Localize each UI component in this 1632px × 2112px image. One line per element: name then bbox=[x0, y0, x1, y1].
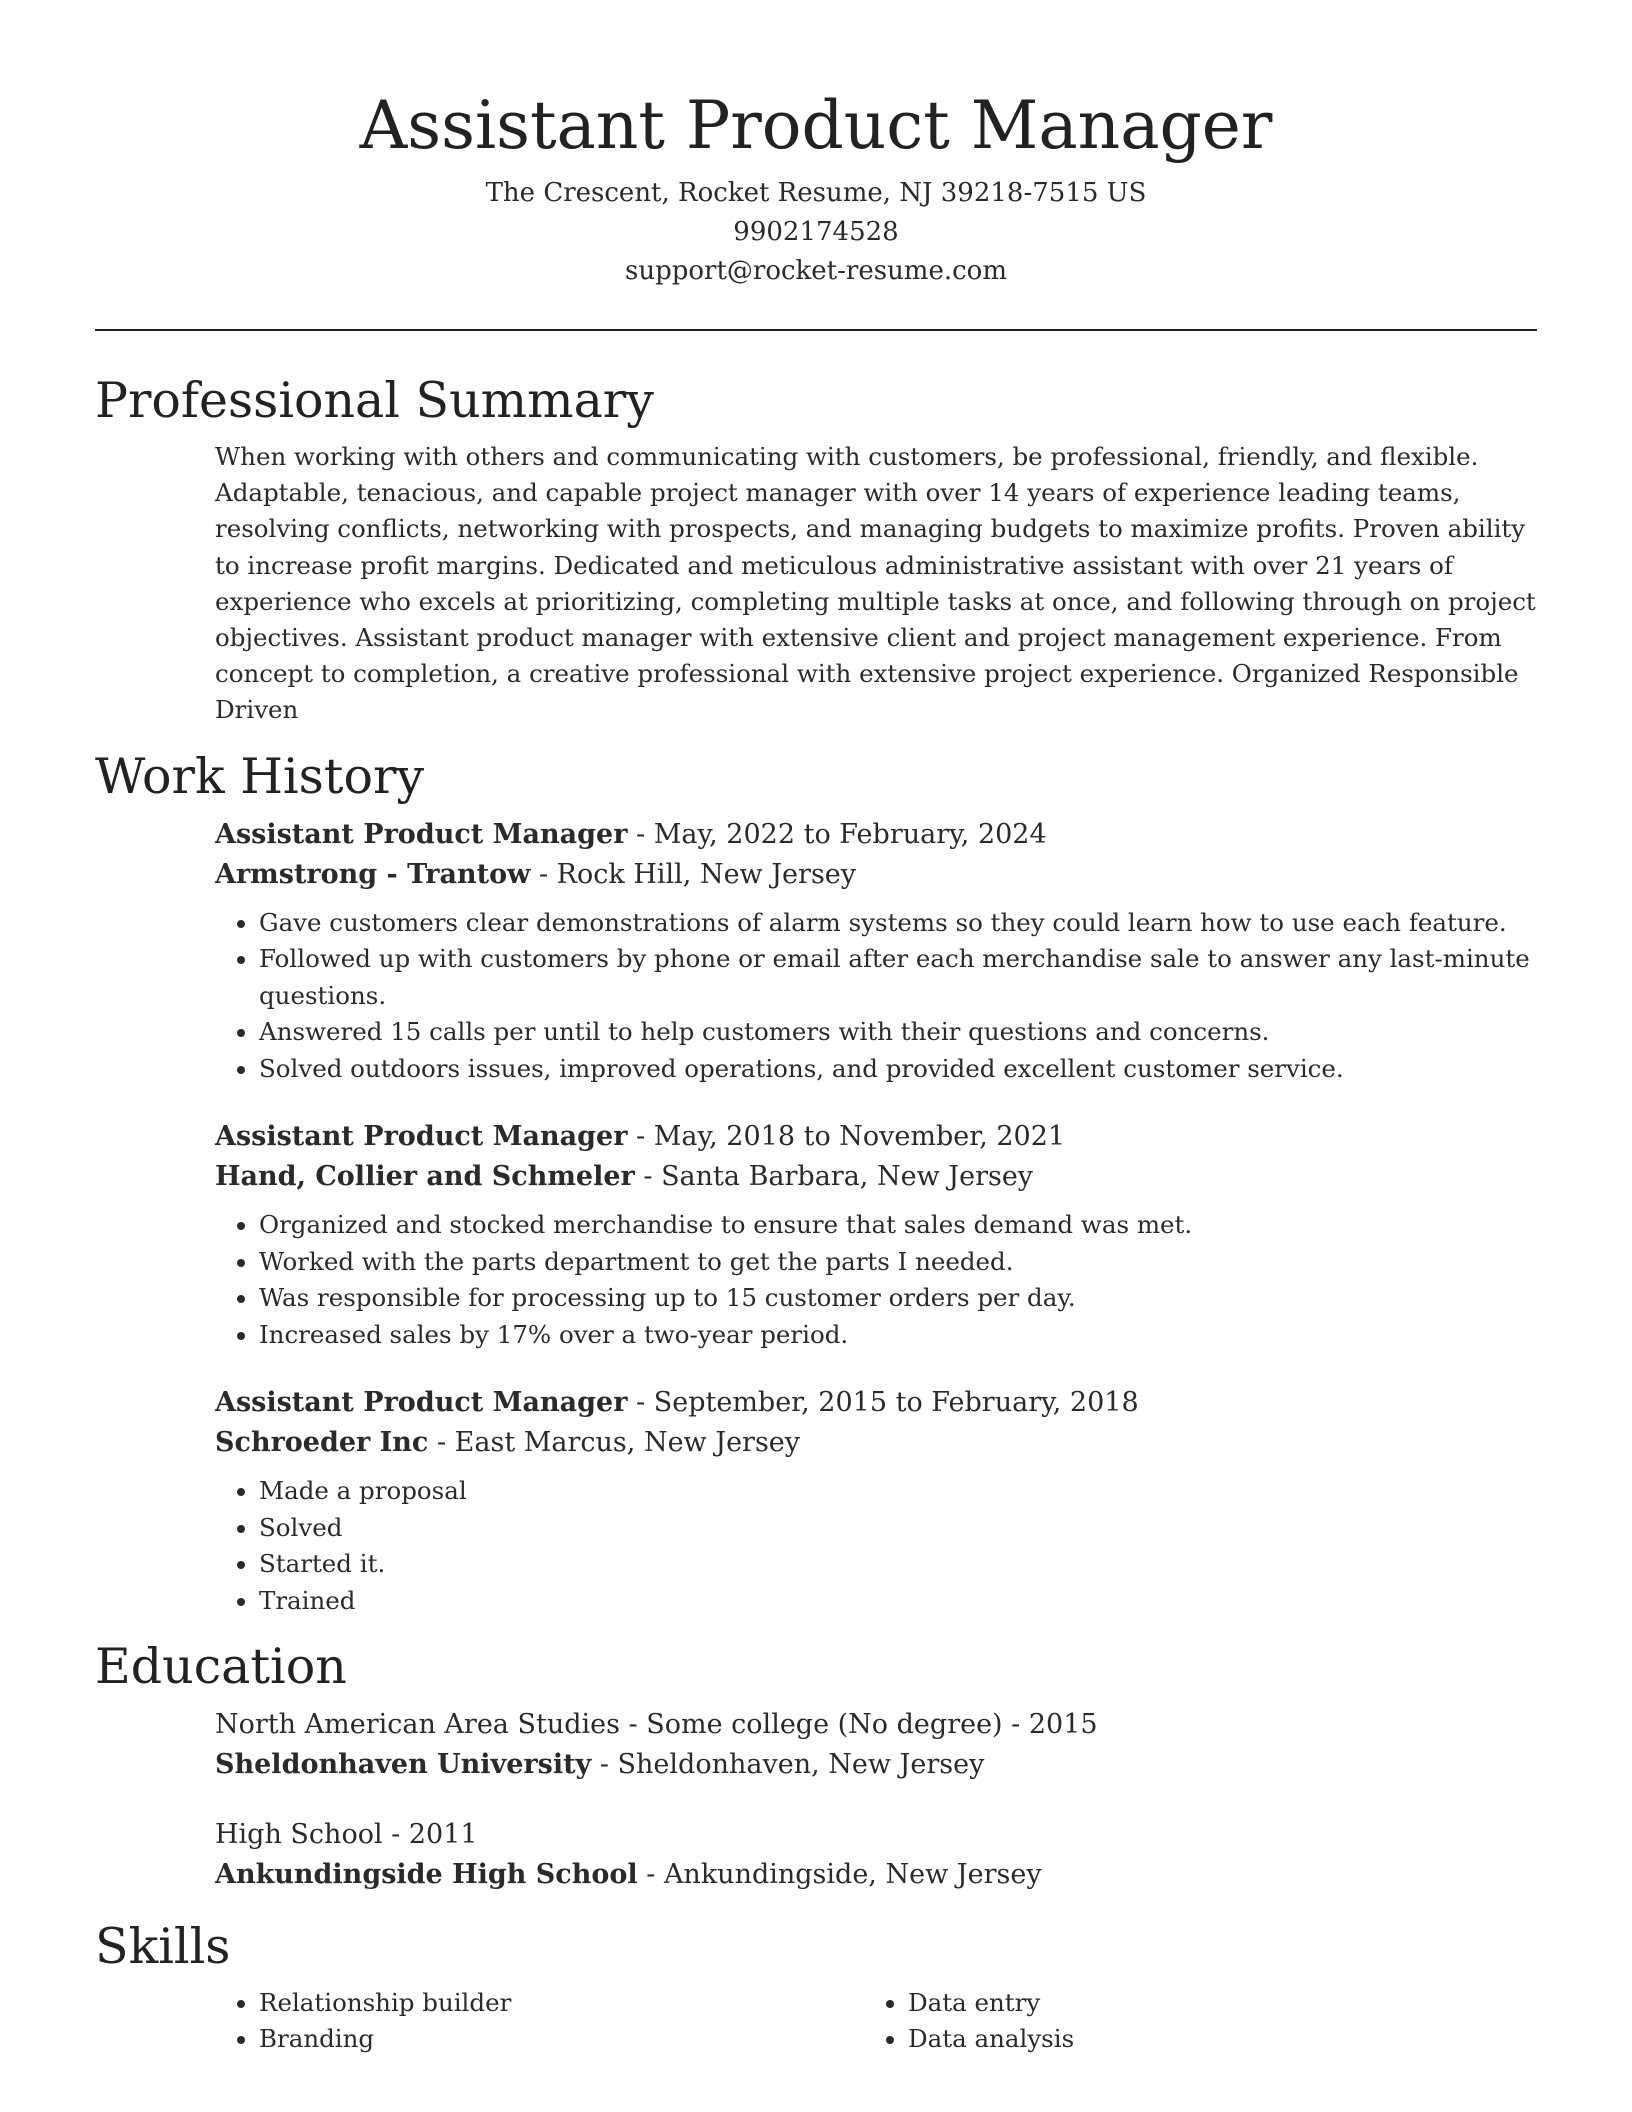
job-dates: September, 2015 to February, 2018 bbox=[653, 1387, 1139, 1419]
job-title-line bbox=[215, 1117, 1537, 1157]
education-location: Ankundingside, New Jersey bbox=[663, 1859, 1042, 1891]
job-bullet: • Solved bbox=[259, 1510, 1537, 1547]
education-degree: High School - 2011 bbox=[215, 1819, 478, 1851]
separator: - bbox=[627, 1121, 654, 1153]
skills-grid bbox=[215, 1977, 1537, 2057]
job-bullet: • Increased sales by 17% over a two-year period. bbox=[259, 1317, 1537, 1354]
job-company-line bbox=[215, 1157, 1537, 1197]
job-company-line bbox=[215, 855, 1537, 895]
job-role: Assistant Product Manager bbox=[215, 818, 628, 850]
resume-header bbox=[0, 0, 1632, 291]
skills-column-left bbox=[215, 1985, 864, 2057]
candidate-title: Assistant Product Manager bbox=[359, 87, 1273, 164]
summary-paragraph: When working with others and communicating with customers, be professional, friendly, and flexible. Adaptable, tenacious, and capable project manager with over 14 years of experience leading teams, resolving conflicts, networking with prospects, and managing budgets to maximize profits. Proven ability to increase profit margins. Dedicated and meticulous administrative assistant with over 21 years of experience who excels at prioritizing, completing multiple tasks at once, and following through on project objectives. Assistant product manager with extensive client and project management experience. From concept to completion, a creative professional with extensive project experience. Organized Responsible Driven bbox=[215, 442, 1536, 725]
separator: - bbox=[637, 1859, 664, 1891]
education-school-line bbox=[215, 1855, 1537, 1895]
section-title-skills: Skills bbox=[95, 1918, 231, 1976]
job-bullet: • Followed up with customers by phone or email after each merchandise sale to answer any last-minute questions. bbox=[259, 941, 1537, 1014]
job-dates: May, 2022 to February, 2024 bbox=[653, 818, 1047, 850]
job-title-line bbox=[215, 1383, 1537, 1423]
education-entry bbox=[215, 1705, 1537, 1785]
job-entry bbox=[215, 1383, 1537, 1619]
job-bullet: • Organized and stocked merchandise to ensure that sales demand was met. bbox=[259, 1207, 1537, 1244]
section-title-summary: Professional Summary bbox=[95, 372, 654, 429]
education-degree: North American Area Studies - Some college (No degree) - 2015 bbox=[215, 1709, 1098, 1741]
job-bullet: • Trained bbox=[259, 1583, 1537, 1620]
job-company: Armstrong - Trantow bbox=[215, 858, 531, 890]
contact-phone: 9902174528 bbox=[733, 217, 899, 247]
skill-item: • Data entry bbox=[908, 1985, 1513, 2021]
separator: - bbox=[530, 858, 557, 890]
job-entry bbox=[215, 815, 1537, 1088]
contact-email: support@rocket-resume.com bbox=[624, 256, 1007, 286]
education-school: Sheldonhaven University bbox=[215, 1749, 592, 1781]
separator: - bbox=[627, 818, 654, 850]
separator: - bbox=[634, 1161, 662, 1193]
job-dates: May, 2018 to November, 2021 bbox=[653, 1121, 1066, 1153]
contact-address: The Crescent, Rocket Resume, NJ 39218-7515 US bbox=[485, 178, 1147, 208]
separator: - bbox=[591, 1749, 618, 1781]
separator: - bbox=[627, 1387, 654, 1419]
education-location: Sheldonhaven, New Jersey bbox=[617, 1749, 985, 1781]
education-school: Ankundingside High School bbox=[215, 1859, 638, 1891]
skill-item: • Data analysis bbox=[908, 2021, 1513, 2057]
skill-item: • Relationship builder bbox=[259, 1985, 864, 2021]
job-role: Assistant Product Manager bbox=[215, 1387, 628, 1419]
section-title-education: Education bbox=[95, 1638, 347, 1696]
job-bullet: • Gave customers clear demonstrations of alarm systems so they could learn how to use each feature. bbox=[259, 905, 1537, 942]
skills-column-right bbox=[864, 1985, 1513, 2057]
job-bullet: • Was responsible for processing up to 15 customer orders per day. bbox=[259, 1280, 1537, 1317]
job-bullet: • Worked with the parts department to get the parts I needed. bbox=[259, 1244, 1537, 1281]
job-role: Assistant Product Manager bbox=[215, 1121, 628, 1153]
job-bullets bbox=[215, 905, 1537, 1088]
job-location: East Marcus, New Jersey bbox=[454, 1427, 801, 1459]
skill-item: • Branding bbox=[259, 2021, 864, 2057]
job-bullets bbox=[215, 1207, 1537, 1353]
job-title-line bbox=[215, 815, 1537, 855]
education-section bbox=[0, 1637, 1632, 1895]
separator: - bbox=[428, 1427, 455, 1459]
section-title-work-history: Work History bbox=[95, 747, 425, 805]
contact-block bbox=[0, 174, 1632, 291]
skills-section bbox=[0, 1917, 1632, 2057]
job-bullet: • Started it. bbox=[259, 1546, 1537, 1583]
job-bullet: • Made a proposal bbox=[259, 1473, 1537, 1510]
job-location: Santa Barbara, New Jersey bbox=[661, 1161, 1034, 1193]
summary-section bbox=[0, 371, 1632, 729]
education-school-line bbox=[215, 1745, 1537, 1785]
job-company: Schroeder Inc bbox=[215, 1427, 429, 1459]
work-history-section bbox=[0, 747, 1632, 1620]
job-location: Rock Hill, New Jersey bbox=[556, 858, 857, 890]
job-entry bbox=[215, 1117, 1537, 1353]
job-bullet: • Answered 15 calls per until to help customers with their questions and concerns. bbox=[259, 1014, 1537, 1051]
job-company: Hand, Collier and Schmeler bbox=[215, 1161, 635, 1193]
header-divider bbox=[95, 329, 1537, 331]
job-bullets bbox=[215, 1473, 1537, 1619]
education-entry bbox=[215, 1815, 1537, 1895]
job-company-line bbox=[215, 1423, 1537, 1463]
job-bullet: • Solved outdoors issues, improved operations, and provided excellent customer service. bbox=[259, 1051, 1537, 1088]
